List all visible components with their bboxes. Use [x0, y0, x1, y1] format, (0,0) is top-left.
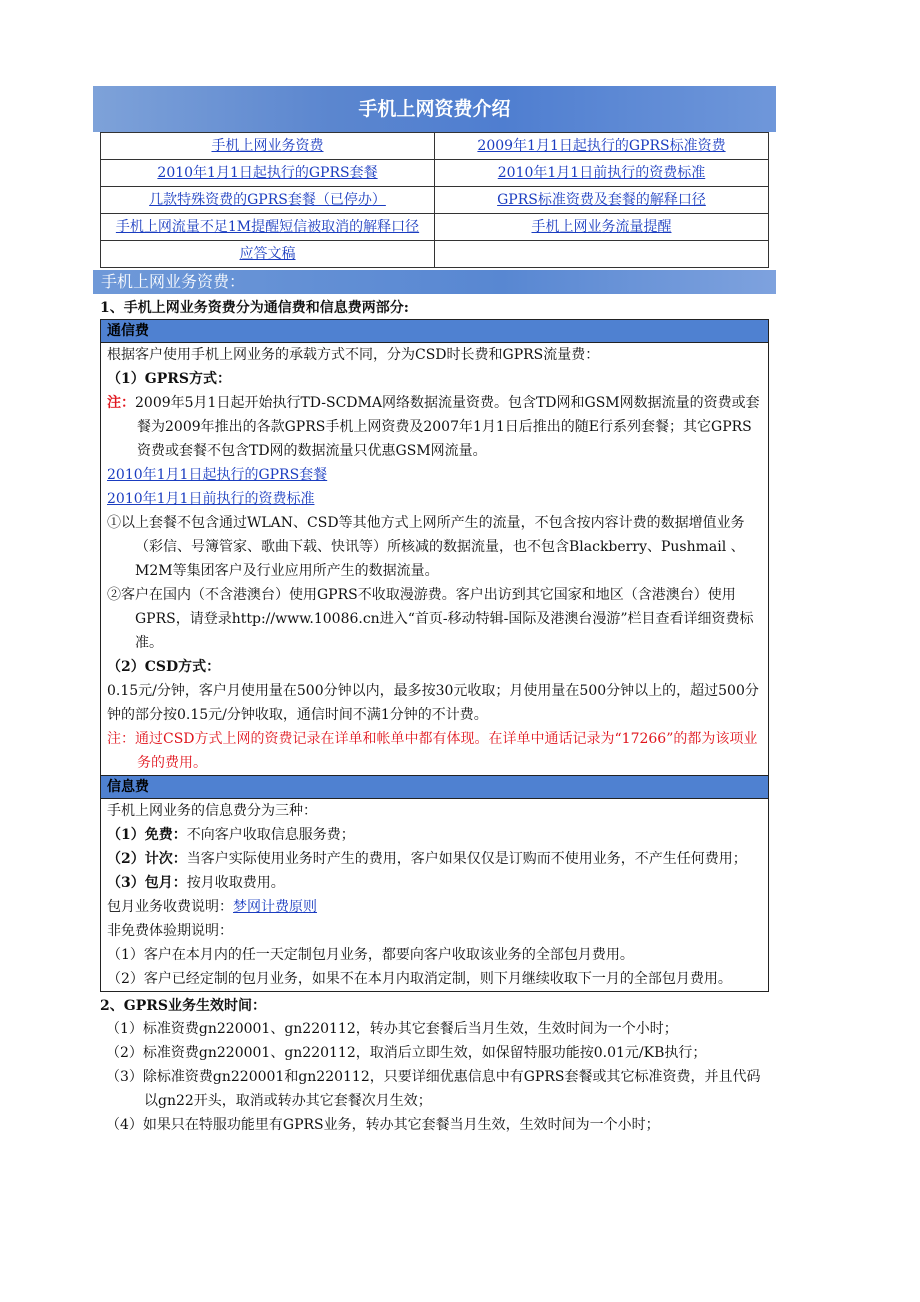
- section-bar: 手机上网业务资费：: [93, 270, 776, 294]
- table-cell: [101, 160, 435, 187]
- link-pre-2010-inline[interactable]: 2010年1月1日前执行的资费标准: [107, 491, 315, 507]
- comm-fee-box: [100, 319, 769, 992]
- month-label: （3）包月：: [107, 875, 187, 891]
- info-fee-header: 信息费: [101, 775, 768, 799]
- link-1m-reminder-explanation[interactable]: 手机上网流量不足1M提醒短信被取消的解释口径: [115, 219, 420, 235]
- table-row: [101, 160, 769, 187]
- count-label: （2）计次：: [107, 851, 187, 867]
- note-text: 2009年5月1日起开始执行TD-SCDMA网络数据流量资费。包含TD网和GSM网数据流量的资费或套餐为2009年推出的各款GPRS手机上网资费及2007年1月1日后推出的随E行系列套餐；其它GPRS资费或套餐不包含TD网的数据流量只优惠GSM网流量。: [135, 395, 760, 459]
- gprs-title: （1）GPRS方式：: [107, 371, 231, 387]
- table-cell: [435, 187, 769, 214]
- info-count: [101, 847, 768, 871]
- info-free: [101, 823, 768, 847]
- link-special-packages[interactable]: 几款特殊资费的GPRS套餐（已停办）: [149, 192, 386, 208]
- list-item: （4）如果只在特服功能里有GPRS业务，转办其它套餐当月生效，生效时间为一个小时；: [106, 1117, 660, 1133]
- free-label: （1）免费：: [107, 827, 187, 843]
- table-row: [101, 241, 769, 268]
- table-cell: [101, 133, 435, 160]
- table-cell: [101, 241, 435, 268]
- free-text: 不向客户收取信息服务费；: [186, 827, 355, 843]
- month-text: 按月收取费用。: [186, 875, 285, 891]
- info-intro: 手机上网业务的信息费分为三种：: [107, 803, 317, 819]
- link-2009-gprs-standard[interactable]: 2009年1月1日起执行的GPRS标准资费: [477, 138, 726, 154]
- table-cell: [435, 241, 769, 268]
- section-heading-2: 2、GPRS业务生效时间：: [100, 998, 266, 1014]
- csd-note: 注：通过CSD方式上网的资费记录在详单和帐单中都有体现。在详单中通话记录为“17266”的都为该项业务的费用。: [107, 731, 758, 771]
- link-2010-gprs-package[interactable]: 2010年1月1日起执行的GPRS套餐: [157, 165, 378, 181]
- note-label: 注：: [107, 395, 135, 411]
- list-item: （3）除标准资费gn220001和gn220112，只要详细优惠信息中有GPRS套餐或其它标准资费，并且代码以gn22开头，取消或转办其它套餐次月生效；: [106, 1069, 761, 1109]
- csd-title: （2）CSD方式：: [107, 659, 221, 675]
- trial-1: （1）客户在本月内的任一天定制包月业务，都要向客户收取该业务的全部包月费用。: [107, 947, 634, 963]
- table-row: [101, 187, 769, 214]
- gprs-note: [101, 391, 768, 463]
- link-gprs-explanation[interactable]: GPRS标准资费及套餐的解释口径: [497, 192, 706, 208]
- table-cell: [101, 187, 435, 214]
- link-pre-2010-fees[interactable]: 2010年1月1日前执行的资费标准: [497, 165, 706, 181]
- link-2010-package-inline[interactable]: 2010年1月1日起执行的GPRS套餐: [107, 467, 328, 483]
- table-cell: [435, 160, 769, 187]
- effective-list: [93, 1017, 776, 1137]
- comm-fee-header: 通信费: [101, 320, 768, 343]
- table-row: [101, 133, 769, 160]
- monthly-prefix: 包月业务收费说明：: [107, 899, 233, 915]
- link-traffic-reminder[interactable]: 手机上网业务流量提醒: [531, 219, 672, 235]
- table-row: [101, 214, 769, 241]
- document: [93, 86, 776, 1137]
- item-2: ②客户在国内（不含港澳台）使用GPRS不收取漫游费。客户出访到其它国家和地区（含港澳台）使用GPRS，请登录http://www.10086.cn进入“首页-移动特辑-国际及港澳台漫游”栏目查看详细资费标准。: [107, 587, 754, 651]
- link-response-script[interactable]: 应答文稿: [239, 246, 296, 262]
- list-item: （1）标准资费gn220001、gn220112，转办其它套餐后当月生效，生效时间为一个小时；: [106, 1021, 678, 1037]
- page-title: 手机上网资费介绍: [93, 86, 776, 132]
- section-heading: 1、手机上网业务资费分为通信费和信息费两部分:: [100, 300, 409, 316]
- csd-text: 0.15元/分钟，客户月使用量在500分钟以内，最多按30元收取；月使用量在500分钟以上的，超过500分钟的部分按0.15元/分钟收取，通信时间不满1分钟的不计费。: [107, 683, 759, 723]
- item-1: ①以上套餐不包含通过WLAN、CSD等其他方式上网所产生的流量，不包含按内容计费的数据增值业务（彩信、号簿管家、歌曲下载、快讯等）所核减的数据流量，也不包含Blackberry、Pushmail 、M2M等集团客户及行业应用所产生的数据流量。: [107, 515, 745, 579]
- link-mobile-internet-fees[interactable]: 手机上网业务资费: [211, 138, 324, 154]
- table-cell: [435, 133, 769, 160]
- count-text: 当客户实际使用业务时产生的费用，客户如果仅仅是订购而不使用业务，不产生任何费用；: [186, 851, 747, 867]
- comm-intro: 根据客户使用手机上网业务的承载方式不同，分为CSD时长费和GPRS流量费：: [107, 347, 600, 363]
- info-month: [101, 871, 768, 895]
- trial-title: 非免费体验期说明：: [107, 923, 233, 939]
- table-cell: [101, 214, 435, 241]
- trial-2: （2）客户已经定制的包月业务，如果不在本月内取消定制，则下月继续收取下一月的全部包月费用。: [107, 971, 732, 987]
- list-item: （2）标准资费gn220001、gn220112，取消后立即生效，如保留特服功能按0.01元/KB执行；: [106, 1045, 707, 1061]
- monthly-rule: [101, 895, 768, 919]
- link-billing-principle[interactable]: 梦网计费原则: [233, 899, 317, 915]
- table-cell: [435, 214, 769, 241]
- link-table: [100, 132, 769, 268]
